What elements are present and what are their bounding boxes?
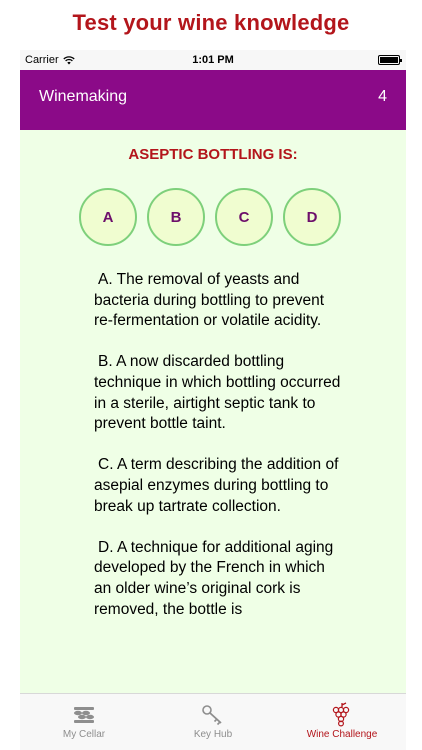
choice-c-button[interactable]: C (215, 188, 273, 246)
tab-my-cellar[interactable] (20, 694, 148, 750)
tab-key-hub[interactable] (149, 694, 277, 750)
question-number: 4 (378, 88, 387, 105)
nav-bar (20, 70, 406, 130)
battery-icon (378, 55, 400, 65)
question-text: ASEPTIC BOTTLING IS: (128, 146, 298, 163)
key-icon (200, 702, 226, 728)
answer-a-text: A. The removal of yeasts and bacteria during bottling to prevent re-fermentation or volatile acidity. (94, 271, 325, 330)
tab-wine-challenge[interactable] (278, 694, 406, 750)
answer-choices (79, 188, 349, 250)
tab-label: Wine Challenge (306, 729, 378, 740)
tab-label: My Cellar (62, 729, 106, 740)
quiz-content (20, 130, 406, 693)
category-title: Winemaking (39, 88, 128, 105)
tab-label: Key Hub (193, 729, 233, 740)
tab-bar (20, 693, 406, 750)
grapes-icon (329, 702, 355, 728)
cellar-icon (71, 702, 97, 728)
choice-b-button[interactable]: B (147, 188, 205, 246)
choice-a-button[interactable]: A (79, 188, 137, 246)
choice-d-button[interactable]: D (283, 188, 341, 246)
answer-c-text: C. A term describing the addition of asepial enzymes during bottling to break up tartrate collection. (94, 456, 339, 515)
promo-title: Test your wine knowledge (72, 10, 350, 35)
phone-screen (20, 50, 406, 750)
status-bar (20, 50, 406, 70)
answer-list (94, 270, 342, 641)
answer-d-text: D. A technique for additional aging developed by the French in which an older wine’s original cork is removed, the bottle is (94, 538, 334, 618)
carrier-label: Carrier (25, 54, 59, 66)
status-time: 1:01 PM (192, 54, 234, 66)
answer-b-text: B. A now discarded bottling technique in which bottling occurred in a sterile, airtight septic tank to prevent bottle taint. (94, 353, 341, 433)
